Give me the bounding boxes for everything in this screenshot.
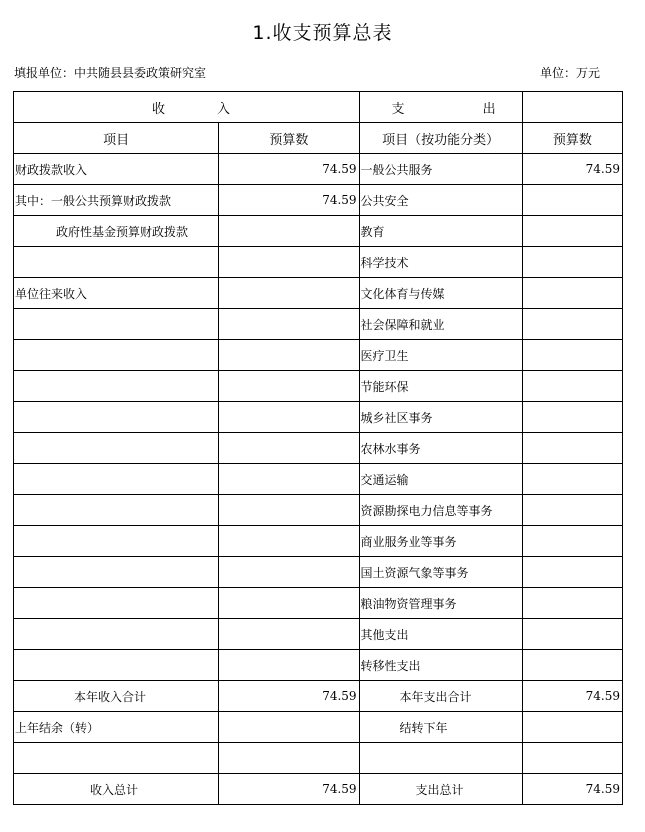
prev-balance-value (219, 712, 359, 743)
table-row (14, 309, 623, 340)
income-item-label: 单位往来收入 (14, 278, 219, 309)
expense-item-label: 社会保障和就业 (359, 309, 522, 340)
expense-item-value (522, 185, 622, 216)
income-header-char-1: 收 (152, 101, 166, 117)
table-row (14, 185, 623, 216)
income-item-value (219, 588, 359, 619)
income-item-label (14, 309, 219, 340)
empty-header-cell (522, 92, 622, 123)
col-header-item: 项目 (14, 123, 219, 154)
expense-item-value (522, 619, 622, 650)
expense-item-label: 教育 (359, 216, 522, 247)
col-header-budget-2: 预算数 (522, 123, 622, 154)
expense-item-value (522, 495, 622, 526)
balance-row (14, 712, 623, 743)
grand-total-row (14, 774, 623, 805)
income-item-label (14, 526, 219, 557)
prev-balance-label: 上年结余（转） (14, 712, 219, 743)
year-total-row (14, 681, 623, 712)
income-item-value (219, 557, 359, 588)
expense-item-value (522, 588, 622, 619)
expense-total-value: 74.59 (522, 774, 622, 805)
expense-item-value (522, 402, 622, 433)
income-item-value: 74.59 (219, 185, 359, 216)
table-row (14, 154, 623, 185)
table-row (14, 650, 623, 681)
table-row (14, 402, 623, 433)
col-header-budget: 预算数 (219, 123, 359, 154)
expense-section-header (359, 92, 522, 123)
income-item-value: 74.59 (219, 154, 359, 185)
expense-item-value (522, 340, 622, 371)
empty-cell (522, 743, 622, 774)
expense-item-value (522, 433, 622, 464)
year-expense-total-value: 74.59 (522, 681, 622, 712)
expense-item-value (522, 278, 622, 309)
income-item-value (219, 433, 359, 464)
income-item-label: 财政拨款收入 (14, 154, 219, 185)
table-row (14, 278, 623, 309)
income-item-label (14, 495, 219, 526)
expense-item-value (522, 557, 622, 588)
expense-item-label: 文化体育与传媒 (359, 278, 522, 309)
income-item-label (14, 650, 219, 681)
table-row (14, 216, 623, 247)
expense-item-value (522, 216, 622, 247)
income-item-value (219, 309, 359, 340)
empty-cell (359, 743, 522, 774)
income-item-label (14, 433, 219, 464)
expense-item-label: 公共安全 (359, 185, 522, 216)
expense-header-char-2: 出 (482, 101, 496, 117)
income-item-value (219, 278, 359, 309)
income-item-value (219, 340, 359, 371)
table-row (14, 588, 623, 619)
expense-item-label: 国土资源气象等事务 (359, 557, 522, 588)
income-item-label (14, 247, 219, 278)
expense-item-label: 节能环保 (359, 371, 522, 402)
currency-unit: 单位：万元 (540, 66, 601, 80)
empty-cell (219, 743, 359, 774)
income-item-label (14, 619, 219, 650)
expense-item-label: 交通运输 (359, 464, 522, 495)
expense-item-label: 转移性支出 (359, 650, 522, 681)
expense-header-char-1: 支 (391, 101, 405, 117)
income-total-value: 74.59 (219, 774, 359, 805)
income-item-label (14, 464, 219, 495)
table-row (14, 433, 623, 464)
income-header-char-2: 入 (217, 101, 231, 117)
income-item-value (219, 464, 359, 495)
table-row (14, 464, 623, 495)
income-total-label: 收入总计 (14, 774, 219, 805)
expense-item-label: 城乡社区事务 (359, 402, 522, 433)
page-title: 1.收支预算总表 (252, 22, 393, 44)
income-item-label: 政府性基金预算财政拨款 (14, 216, 219, 247)
income-item-label: 其中：一般公共预算财政拨款 (14, 185, 219, 216)
table-row (14, 340, 623, 371)
empty-cell (14, 743, 219, 774)
income-item-value (219, 650, 359, 681)
table-row (14, 371, 623, 402)
budget-summary-table (13, 91, 623, 805)
col-header-item-by-function: 项目（按功能分类） (359, 123, 522, 154)
expense-total-label: 支出总计 (359, 774, 522, 805)
expense-item-value (522, 650, 622, 681)
empty-row (14, 743, 623, 774)
income-item-value (219, 402, 359, 433)
expense-item-label: 粮油物资管理事务 (359, 588, 522, 619)
table-row (14, 526, 623, 557)
income-item-value (219, 371, 359, 402)
carry-forward-label: 结转下年 (359, 712, 522, 743)
expense-item-value (522, 247, 622, 278)
income-section-header (14, 92, 360, 123)
table-row (14, 619, 623, 650)
income-item-value (219, 526, 359, 557)
income-item-value (219, 495, 359, 526)
expense-item-value (522, 464, 622, 495)
income-item-label (14, 340, 219, 371)
expense-item-label: 农林水事务 (359, 433, 522, 464)
expense-item-label: 资源勘探电力信息等事务 (359, 495, 522, 526)
expense-item-value: 74.59 (522, 154, 622, 185)
year-expense-total-label: 本年支出合计 (359, 681, 522, 712)
income-item-label (14, 588, 219, 619)
expense-item-label: 其他支出 (359, 619, 522, 650)
column-header-row (14, 123, 623, 154)
table-row (14, 247, 623, 278)
income-item-value (219, 247, 359, 278)
table-row (14, 557, 623, 588)
expense-item-value (522, 309, 622, 340)
expense-item-value (522, 526, 622, 557)
income-item-label (14, 557, 219, 588)
income-item-value (219, 619, 359, 650)
year-income-total-label: 本年收入合计 (14, 681, 219, 712)
year-income-total-value: 74.59 (219, 681, 359, 712)
expense-item-label: 商业服务业等事务 (359, 526, 522, 557)
carry-forward-value (522, 712, 622, 743)
expense-item-value (522, 371, 622, 402)
table-row (14, 495, 623, 526)
section-header-row (14, 92, 623, 123)
income-item-label (14, 402, 219, 433)
expense-item-label: 医疗卫生 (359, 340, 522, 371)
income-item-label (14, 371, 219, 402)
income-item-value (219, 216, 359, 247)
reporting-unit: 填报单位：中共随县县委政策研究室 (14, 66, 207, 80)
expense-item-label: 一般公共服务 (359, 154, 522, 185)
expense-item-label: 科学技术 (359, 247, 522, 278)
